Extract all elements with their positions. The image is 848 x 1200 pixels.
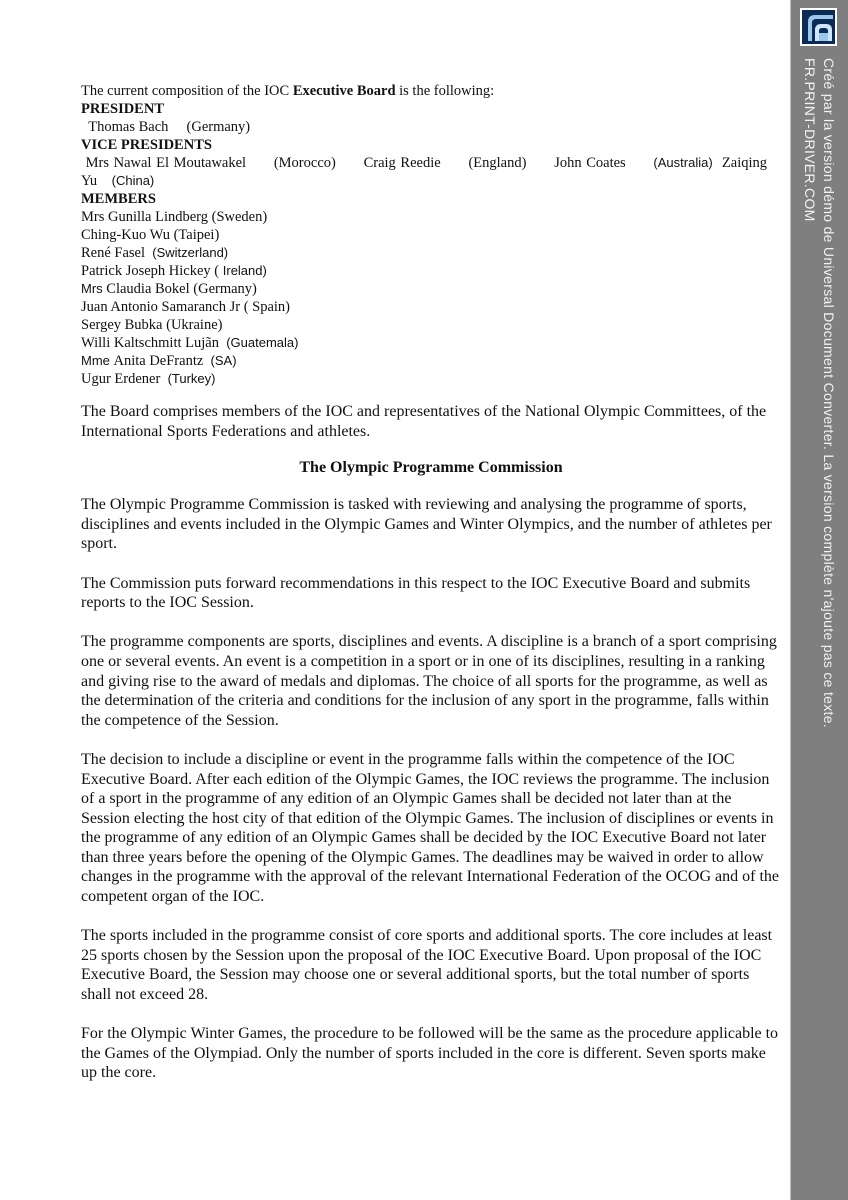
vice-presidents-line-2: Yu (China)	[81, 173, 155, 189]
member-item: Mme Anita DeFrantz (SA)	[81, 353, 237, 369]
paragraph-core-sports: The sports included in the programme consist of core sports and additional sports. The core includes at least 25 sports chosen by the Session upon the proposal of the IOC Executive Board. Upon proposal of the IOC Executive Board, the Session may choose one or several additional sports, but the total number of sports shall not exceed 28.	[81, 927, 773, 1004]
executive-board-bold: Executive Board	[292, 83, 396, 99]
paragraph-inclusion-decision: The decision to include a discipline or event in the programme falls within the competence of the IOC Executive Board. After each edition of the Olympic Games, the IOC reviews the programme. The inclusion of a sport in the programme of any edition of an Olympic Games shall be decided not later than at the Session electing the host city of that edition of the Olympic Games. The inclusion of disciplines or events in the programme of any edition of an Olympic Games shall be decided by the IOC Executive Board not later than three years before the opening of the Olympic Games. The deadlines may be waived in order to allow changes in the programme with the approval of the relevant International Federation of the OCOG and of the competent organ of the IOC.	[81, 750, 779, 906]
member-item: Juan Antonio Samaranch Jr ( Spain)	[81, 299, 291, 315]
paragraph-programme-components: The programme components are sports, disciplines and events. A discipline is a branch of a sport comprising one or several events. An event is a competition in a sport or in one of its disciplines, resulting in a ranking and giving rise to the award of medals and diplomas. The choice of all sports for the programme, as well as the determination of the criteria and conditions for the inclusion of any sport in the programme, falls within the competence of the Session.	[81, 633, 777, 729]
member-item: Ching-Kuo Wu (Taipei)	[81, 227, 220, 243]
watermark-sidebar	[790, 0, 848, 1200]
paragraph-winter-games: For the Olympic Winter Games, the procedure to be followed will be the same as the procedure applicable to the Games of the Olympiad. Only the number of sports included in the core is different. Seven sports make up the core.	[81, 1025, 779, 1082]
document-content	[81, 82, 781, 1083]
member-item: René Fasel (Switzerland)	[81, 245, 229, 261]
member-item: Willi Kaltschmitt Lujãn (Guatemala)	[81, 335, 299, 351]
board-paragraph: The Board comprises members of the IOC and representatives of the National Olympic Committees, of the International Sports Federations and athletes.	[81, 403, 767, 440]
member-item: Mrs Gunilla Lindberg (Sweden)	[81, 209, 268, 225]
member-item: Patrick Joseph Hickey ( Ireland)	[81, 263, 267, 279]
president-heading: PRESIDENT	[81, 101, 164, 117]
members-heading: MEMBERS	[81, 191, 156, 207]
watermark-text: Créé par la version démo de Universal Document Converter. La version complète n'ajoute pas ce texte.	[821, 58, 837, 728]
udc-logo-icon	[800, 8, 837, 46]
section-heading: The Olympic Programme Commission	[299, 459, 563, 477]
vice-presidents-line-1: Mrs Nawal El Moutawakel (Morocco) Craig Reedie (England) John Coates (Australia) Zaiqing	[85, 155, 768, 171]
paragraph-commission-task: The Olympic Programme Commission is tasked with reviewing and analysing the programme of sports, disciplines and events included in the Olympic Games and Winter Olympics, and the number of athletes per sport.	[81, 496, 772, 553]
member-item: Ugur Erdener (Turkey)	[81, 371, 216, 387]
paragraph-recommendations: The Commission puts forward recommendations in this respect to the IOC Executive Board and submits reports to the IOC Session.	[81, 574, 751, 612]
member-item: Mrs Claudia Bokel (Germany)	[81, 281, 257, 297]
intro-line: The current composition of the IOC Executive Board is the following:	[81, 83, 495, 99]
president-entry: Thomas Bach (Germany)	[88, 119, 251, 135]
vice-presidents-heading: VICE PRESIDENTS	[81, 137, 212, 153]
watermark-url: FR.PRINT-DRIVER.COM	[802, 58, 818, 222]
member-item: Sergey Bubka (Ukraine)	[81, 317, 223, 333]
